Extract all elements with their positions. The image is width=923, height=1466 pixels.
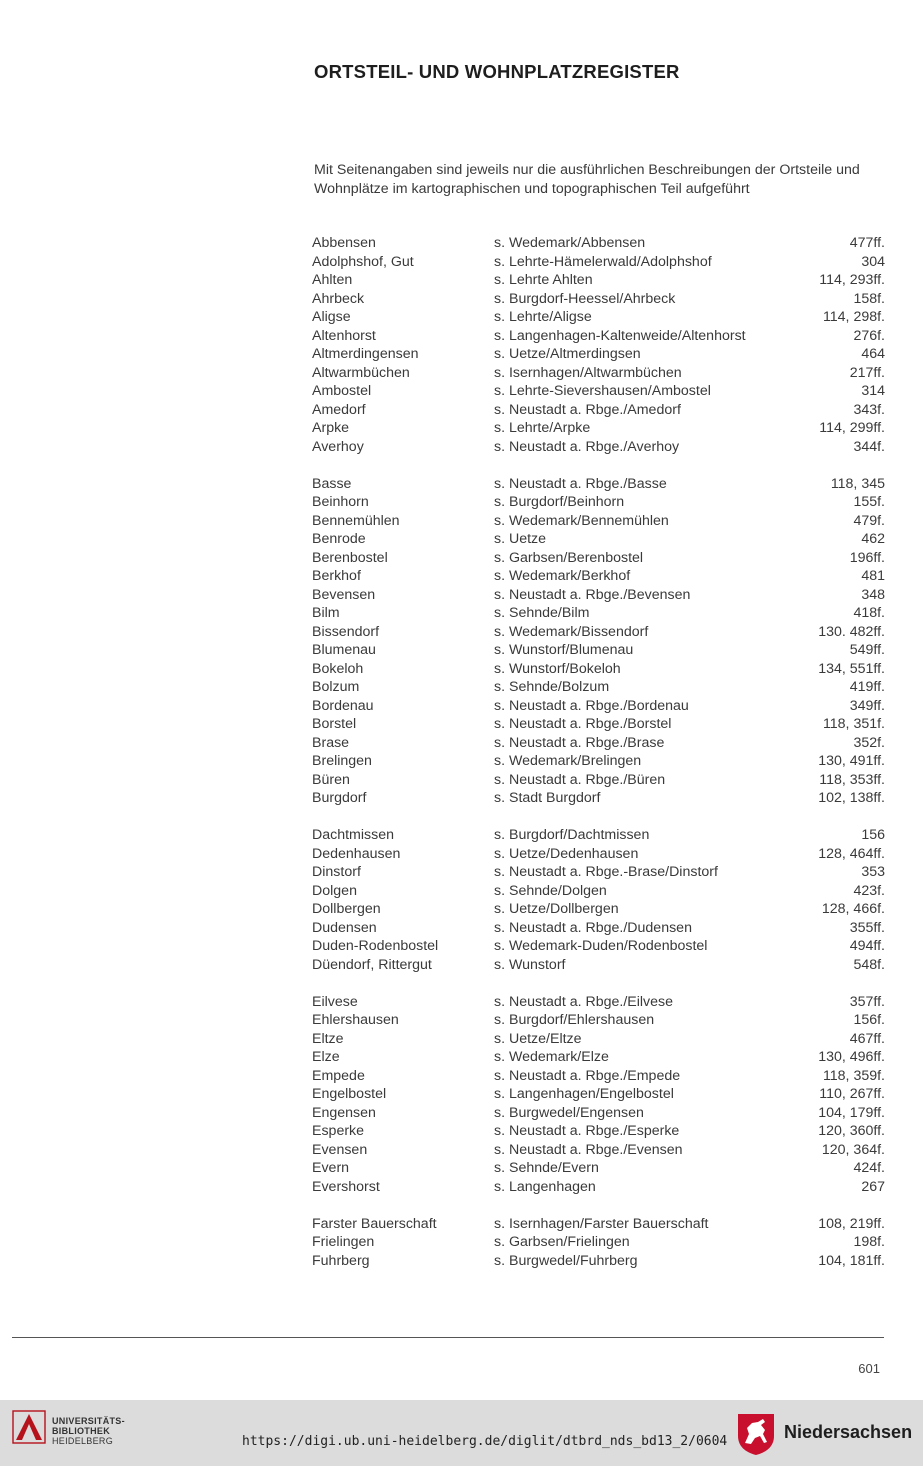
university-library-logo-icon[interactable] — [12, 1410, 46, 1444]
entry-name: Altwarmbüchen — [312, 364, 410, 381]
register-entry — [312, 1122, 885, 1141]
entry-pages: 118, 345 — [830, 475, 885, 492]
entry-reference: s. Burgdorf/Dachtmissen — [494, 827, 650, 843]
register-group — [312, 234, 885, 456]
entry-pages: 352f. — [853, 734, 885, 751]
place-register — [312, 234, 885, 1289]
entry-pages: 155f. — [853, 494, 885, 510]
entry-pages: 130, 496ff. — [818, 1049, 885, 1065]
entry-reference: s. Neustadt a. Rbge./Dudensen — [494, 919, 692, 936]
entry-name: Dinstorf — [312, 864, 361, 880]
entry-reference: s. Wedemark/Elze — [494, 1049, 609, 1065]
entry-reference: s. Wunstorf — [494, 956, 566, 973]
entry-name: Dolgen — [312, 882, 357, 899]
entry-pages: 418f. — [853, 605, 885, 621]
page-number: 601 — [858, 1361, 880, 1376]
entry-reference: s. Wunstorf/Bokeloh — [494, 660, 621, 677]
register-group — [312, 993, 885, 1197]
entry-pages: 304 — [861, 253, 885, 270]
entry-name: Ahrbeck — [312, 290, 365, 307]
entry-reference: s. Burgdorf-Heessel/Ahrbeck — [494, 290, 676, 307]
entry-reference: s. Wedemark/Bissendorf — [494, 623, 649, 640]
entry-pages: 355ff. — [849, 919, 885, 936]
register-entry — [312, 937, 885, 956]
register-entry — [312, 530, 885, 549]
entry-name: Bissendorf — [312, 623, 380, 640]
register-entry — [312, 401, 885, 420]
entry-pages: 349ff. — [849, 697, 885, 714]
register-entry — [312, 1048, 885, 1067]
entry-pages: 196ff. — [849, 549, 885, 566]
entry-pages: 343f. — [853, 401, 885, 418]
entry-name: Fuhrberg — [312, 1252, 370, 1269]
register-entry — [312, 845, 885, 864]
entry-reference: s. Wedemark/Abbensen — [494, 235, 646, 251]
entry-reference: s. Garbsen/Berenbostel — [494, 549, 644, 566]
register-entry — [312, 438, 885, 457]
register-entry — [312, 993, 885, 1012]
entry-reference: s. Isernhagen/Farster Bauerschaft — [494, 1215, 709, 1232]
entry-name: Bolzum — [312, 679, 360, 695]
entry-reference: s. Wedemark/Bennemühlen — [494, 512, 669, 529]
register-entry — [312, 919, 885, 938]
entry-reference: s. Isernhagen/Altwarmbüchen — [494, 364, 682, 381]
entry-name: Ehlershausen — [312, 1012, 399, 1028]
register-entry — [312, 512, 885, 531]
entry-reference: s. Wedemark/Brelingen — [494, 753, 642, 769]
entry-pages: 156f. — [853, 1012, 885, 1028]
entry-reference: s. Burgdorf/Beinhorn — [494, 494, 625, 510]
entry-pages: 118, 359f. — [822, 1067, 885, 1084]
register-entry — [312, 752, 885, 771]
entry-name: Duden-Rodenbostel — [312, 938, 439, 954]
register-entry — [312, 567, 885, 586]
entry-reference: s. Neustadt a. Rbge./Esperke — [494, 1123, 680, 1139]
entry-reference: s. Uetze/Dollbergen — [494, 901, 619, 917]
register-entry — [312, 586, 885, 605]
entry-reference: s. Uetze/Eltze — [494, 1030, 582, 1047]
entry-pages: 423f. — [853, 882, 885, 899]
entry-name: Ambostel — [312, 383, 372, 399]
entry-name: Evensen — [312, 1141, 368, 1158]
entry-name: Averhoy — [312, 438, 364, 455]
register-entry — [312, 641, 885, 660]
register-entry — [312, 1159, 885, 1178]
entry-pages: 464 — [861, 346, 885, 362]
register-entry — [312, 327, 885, 346]
entry-pages: 424f. — [853, 1160, 885, 1176]
entry-pages: 114, 298f. — [822, 309, 885, 325]
entry-name: Frielingen — [312, 1234, 375, 1250]
entry-pages: 479f. — [853, 512, 885, 529]
entry-reference: s. Neustadt a. Rbge./Eilvese — [494, 993, 674, 1010]
register-entry — [312, 623, 885, 642]
entry-reference: s. Neustadt a. Rbge./Basse — [494, 475, 667, 492]
entry-pages: 467ff. — [849, 1030, 885, 1047]
entry-name: Evern — [312, 1160, 350, 1176]
entry-name: Büren — [312, 771, 350, 788]
register-group — [312, 1215, 885, 1271]
register-entry — [312, 1233, 885, 1252]
entry-name: Ahlten — [312, 272, 353, 288]
entry-pages: 128, 464ff. — [818, 845, 885, 862]
entry-name: Eilvese — [312, 993, 358, 1010]
register-entry — [312, 382, 885, 401]
entry-reference: s. Sehnde/Bolzum — [494, 679, 610, 695]
entry-name: Evershorst — [312, 1178, 380, 1195]
entry-reference: s. Langenhagen — [494, 1178, 596, 1195]
entry-pages: 462 — [861, 531, 885, 547]
entry-reference: s. Burgdorf/Ehlershausen — [494, 1012, 655, 1028]
entry-reference: s. Langenhagen-Kaltenweide/Altenhorst — [494, 327, 746, 344]
register-entry — [312, 419, 885, 438]
entry-pages: 108, 219ff. — [818, 1215, 885, 1232]
entry-name: Bokeloh — [312, 660, 364, 677]
entry-reference: s. Uetze/Dedenhausen — [494, 845, 639, 862]
entry-name: Brase — [312, 734, 350, 751]
entry-pages: 104, 181ff. — [818, 1252, 885, 1269]
entry-reference: s. Burgwedel/Engensen — [494, 1104, 644, 1121]
entry-pages: 348 — [861, 586, 885, 603]
entry-pages: 156 — [861, 827, 885, 843]
entry-reference: s. Uetze/Altmerdingsen — [494, 346, 641, 362]
entry-pages: 549ff. — [849, 642, 885, 658]
entry-reference: s. Neustadt a. Rbge./Bevensen — [494, 586, 691, 603]
entry-reference: s. Neustadt a. Rbge./Amedorf — [494, 401, 681, 418]
register-entry — [312, 271, 885, 290]
register-entry — [312, 771, 885, 790]
entry-name: Basse — [312, 475, 352, 492]
entry-pages: 477ff. — [849, 235, 885, 251]
intro-text: Mit Seitenangaben sind jeweils nur die ausführlichen Beschreibungen der Ortsteile und Wohnplätze im kartographischen und topographischen Teil aufgeführt — [314, 162, 860, 197]
register-entry — [312, 715, 885, 734]
entry-reference: s. Neustadt a. Rbge./Borstel — [494, 716, 672, 732]
entry-reference: s. Wunstorf/Blumenau — [494, 642, 634, 658]
entry-name: Burgdorf — [312, 790, 367, 806]
library-name: UNIVERSITÄTS- BIBLIOTHEK HEIDELBERG — [52, 1416, 125, 1446]
entry-pages: 217ff. — [849, 364, 885, 381]
register-entry — [312, 364, 885, 383]
register-entry — [312, 1178, 885, 1197]
entry-reference: s. Wedemark/Berkhof — [494, 568, 631, 584]
entry-pages: 114, 299ff. — [819, 420, 885, 436]
register-entry — [312, 1085, 885, 1104]
register-entry — [312, 826, 885, 845]
entry-pages: 314 — [861, 383, 885, 399]
register-entry — [312, 882, 885, 901]
entry-pages: 104, 179ff. — [818, 1104, 885, 1121]
register-entry — [312, 660, 885, 679]
entry-name: Dachtmissen — [312, 827, 395, 843]
entry-name: Beinhorn — [312, 494, 369, 510]
entry-reference: s. Neustadt a. Rbge./Evensen — [494, 1141, 683, 1158]
entry-name: Bordenau — [312, 697, 374, 714]
entry-name: Bevensen — [312, 586, 376, 603]
entry-name: Farster Bauerschaft — [312, 1215, 437, 1232]
entry-name: Altmerdingensen — [312, 346, 419, 362]
entry-reference: s. Lehrte-Hämelerwald/Adolphshof — [494, 253, 712, 270]
register-entry — [312, 493, 885, 512]
register-entry — [312, 345, 885, 364]
entry-pages: 118, 353ff. — [819, 771, 885, 788]
entry-pages: 114, 293ff. — [819, 272, 885, 288]
register-entry — [312, 308, 885, 327]
entry-pages: 130. 482ff. — [818, 623, 885, 640]
entry-reference: s. Sehnde/Evern — [494, 1160, 599, 1176]
entry-pages: 120, 364f. — [821, 1141, 885, 1158]
entry-pages: 102, 138ff. — [818, 790, 885, 806]
entry-pages: 110, 267ff. — [819, 1086, 885, 1102]
register-entry — [312, 697, 885, 716]
entry-name: Amedorf — [312, 401, 366, 418]
register-entry — [312, 956, 885, 975]
entry-name: Dedenhausen — [312, 845, 401, 862]
register-entry — [312, 734, 885, 753]
entry-pages: 419ff. — [849, 679, 885, 695]
entry-name: Benrode — [312, 531, 366, 547]
entry-reference: s. Neustadt a. Rbge./Büren — [494, 771, 666, 788]
entry-name: Düendorf, Rittergut — [312, 956, 432, 973]
page-title: ORTSTEIL- UND WOHNPLATZREGISTER — [314, 61, 680, 82]
entry-reference: s. Wedemark-Duden/Rodenbostel — [494, 938, 708, 954]
entry-reference: s. Sehnde/Bilm — [494, 605, 590, 621]
entry-pages: 130, 491ff. — [818, 753, 885, 769]
entry-name: Adolphshof, Gut — [312, 253, 414, 270]
entry-pages: 548f. — [853, 956, 885, 973]
register-entry — [312, 1067, 885, 1086]
entry-name: Berenbostel — [312, 549, 388, 566]
entry-name: Borstel — [312, 716, 357, 732]
register-group — [312, 475, 885, 808]
entry-name: Brelingen — [312, 753, 372, 769]
entry-pages: 128, 466f. — [821, 901, 885, 917]
entry-pages: 357ff. — [849, 993, 885, 1010]
entry-name: Abbensen — [312, 235, 376, 251]
entry-pages: 353 — [861, 864, 885, 880]
register-entry — [312, 1011, 885, 1030]
register-entry — [312, 900, 885, 919]
entry-pages: 267 — [861, 1178, 885, 1195]
entry-name: Altenhorst — [312, 327, 376, 344]
entry-name: Elze — [312, 1049, 340, 1065]
register-entry — [312, 1252, 885, 1271]
entry-pages: 481 — [861, 568, 885, 584]
entry-pages: 494ff. — [849, 938, 885, 954]
entry-reference: s. Neustadt a. Rbge./Bordenau — [494, 697, 689, 714]
entry-pages: 198f. — [853, 1234, 885, 1250]
entry-reference: s. Uetze — [494, 531, 547, 547]
register-entry — [312, 1104, 885, 1123]
entry-pages: 344f. — [853, 438, 885, 455]
entry-name: Esperke — [312, 1123, 365, 1139]
register-entry — [312, 290, 885, 309]
entry-reference: s. Neustadt a. Rbge./Empede — [494, 1067, 681, 1084]
entry-name: Dudensen — [312, 919, 377, 936]
entry-pages: 158f. — [853, 290, 885, 307]
register-entry — [312, 475, 885, 494]
bottom-rule — [12, 1337, 884, 1338]
entry-reference: s. Lehrte/Arpke — [494, 420, 591, 436]
entry-reference: s. Garbsen/Frielingen — [494, 1234, 630, 1250]
footer-bar — [0, 1400, 923, 1466]
entry-reference: s. Burgwedel/Fuhrberg — [494, 1252, 638, 1269]
entry-name: Bennemühlen — [312, 512, 400, 529]
entry-reference: s. Stadt Burgdorf — [494, 790, 601, 806]
entry-name: Aligse — [312, 309, 351, 325]
entry-pages: 276f. — [853, 327, 885, 344]
entry-name: Berkhof — [312, 568, 361, 584]
entry-reference: s. Lehrte Ahlten — [494, 272, 593, 288]
entry-pages: 118, 351f. — [822, 716, 885, 732]
register-entry — [312, 1215, 885, 1234]
register-entry — [312, 549, 885, 568]
entry-name: Engensen — [312, 1104, 376, 1121]
source-url[interactable]: https://digi.ub.uni-heidelberg.de/diglit/dtbrd_nds_bd13_2/0604 — [242, 1434, 728, 1449]
entry-reference: s. Lehrte-Sievershausen/Ambostel — [494, 383, 711, 399]
entry-reference: s. Neustadt a. Rbge./Averhoy — [494, 438, 680, 455]
entry-name: Empede — [312, 1067, 365, 1084]
entry-reference: s. Lehrte/Aligse — [494, 309, 592, 325]
register-entry — [312, 789, 885, 808]
partner-name[interactable]: Niedersachsen — [784, 1422, 913, 1442]
entry-name: Dollbergen — [312, 901, 381, 917]
entry-name: Eltze — [312, 1030, 344, 1047]
register-group — [312, 826, 885, 974]
niedersachsen-horse-logo-icon[interactable] — [736, 1412, 776, 1456]
entry-name: Bilm — [312, 605, 340, 621]
entry-name: Arpke — [312, 420, 350, 436]
entry-reference: s. Langenhagen/Engelbostel — [494, 1086, 674, 1102]
entry-reference: s. Neustadt a. Rbge.-Brase/Dinstorf — [494, 864, 718, 880]
entry-name: Blumenau — [312, 642, 376, 658]
register-entry — [312, 863, 885, 882]
entry-reference: s. Sehnde/Dolgen — [494, 882, 607, 899]
entry-pages: 134, 551ff. — [818, 660, 885, 677]
register-entry — [312, 678, 885, 697]
register-entry — [312, 234, 885, 253]
entry-name: Engelbostel — [312, 1086, 387, 1102]
entry-pages: 120, 360ff. — [818, 1123, 885, 1139]
register-entry — [312, 1141, 885, 1160]
register-entry — [312, 253, 885, 272]
register-entry — [312, 604, 885, 623]
entry-reference: s. Neustadt a. Rbge./Brase — [494, 734, 665, 751]
register-entry — [312, 1030, 885, 1049]
